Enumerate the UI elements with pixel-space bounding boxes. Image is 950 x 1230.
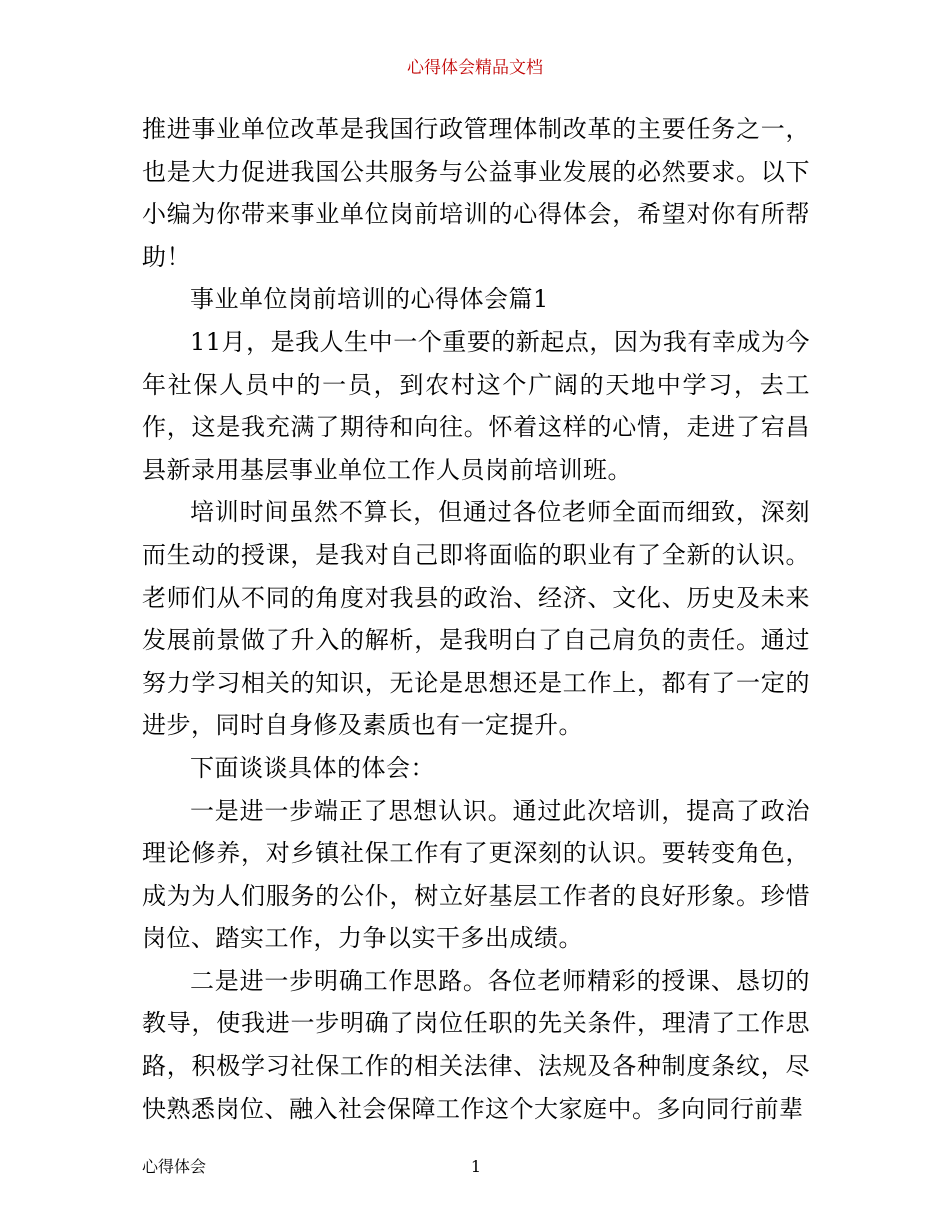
document-body [142, 108, 810, 1130]
document-header-title: 心得体会精品文档 [407, 58, 543, 78]
page-number: 1 [470, 1157, 482, 1176]
footer-label: 心得体会 [142, 1157, 207, 1176]
body-paragraph: 一是进一步端正了思想认识。通过此次培训，提高了政治理论修养，对乡镇社保工作有了更深刻的认识。要转变角色，成为为人们服务的公仆，树立好基层工作者的良好形象。珍惜岗位、踏实工作，力争以实干多出成绩。 [142, 796, 810, 953]
section-heading: 事业单位岗前培训的心得体会篇1 [190, 285, 549, 314]
body-paragraph: 二是进一步明确工作思路。各位老师精彩的授课、恳切的教导，使我进一步明确了岗位任职的先关条件，理清了工作思路，积极学习社保工作的相关法律、法规及各种制度条纹，尽快熟悉岗位、融入社会保障工作这个大家庭中。多向同行前辈 [142, 966, 810, 1123]
body-paragraph: 下面谈谈具体的体会： [190, 753, 435, 782]
intro-paragraph: 推进事业单位改革是我国行政管理体制改革的主要任务之一，也是大力促进我国公共服务与公益事业发展的必然要求。以下小编为你带来事业单位岗前培训的心得体会，希望对你有所帮助！ [142, 115, 810, 271]
body-paragraph: 培训时间虽然不算长，但通过各位老师全面而细致，深刻而生动的授课，是我对自己即将面临的职业有了全新的认识。老师们从不同的角度对我县的政治、经济、文化、历史及未来发展前景做了升入的解析，是我明白了自己肩负的责任。通过努力学习相关的知识，无论是思想还是工作上，都有了一定的进步，同时自身修及素质也有一定提升。 [142, 498, 810, 740]
body-paragraph: 11月，是我人生中一个重要的新起点，因为我有幸成为今年社保人员中的一员，到农村这个广阔的天地中学习，去工作，这是我充满了期待和向往。怀着这样的心情，走进了宕昌县新录用基层事业单位工作人员岗前培训班。 [142, 327, 810, 484]
